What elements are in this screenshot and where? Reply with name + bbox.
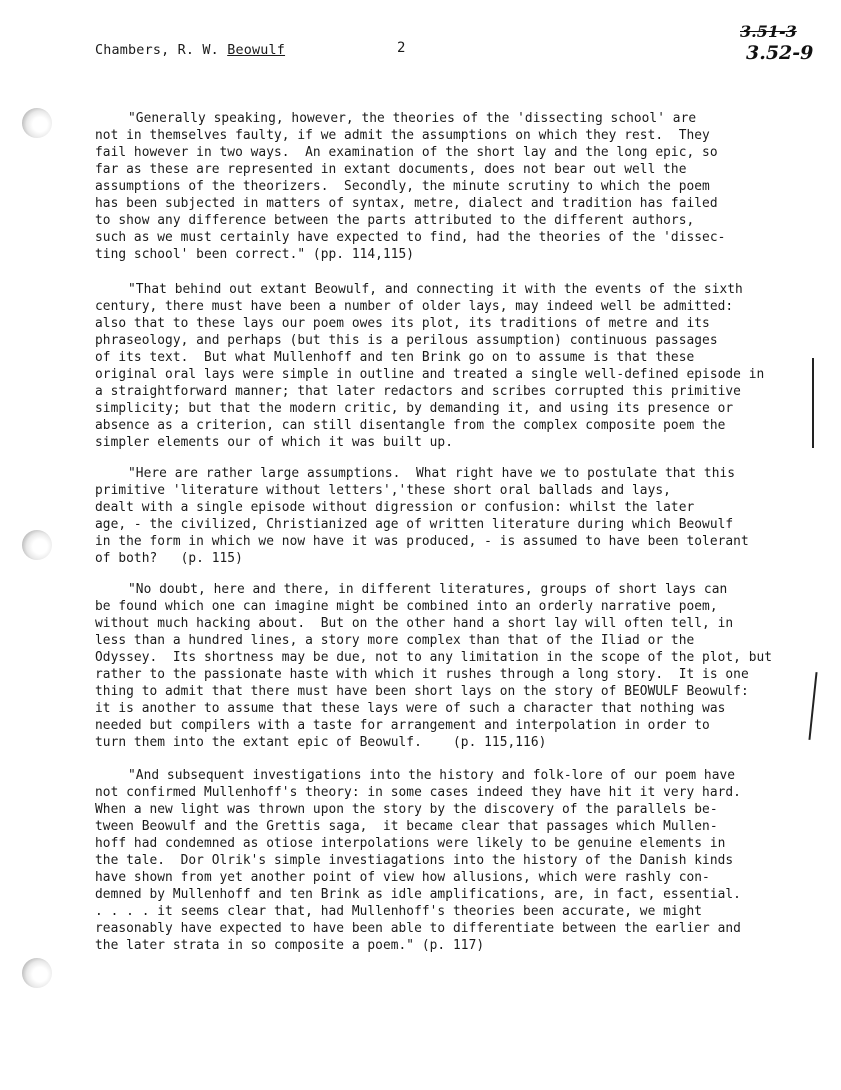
text-line: of both? (p. 115) bbox=[95, 551, 243, 566]
quote-paragraph bbox=[95, 110, 725, 263]
text-line: far as these are represented in extant documents, does not bear out well the bbox=[95, 162, 687, 177]
text-line: primitive 'literature without letters','these short oral ballads and lays, bbox=[95, 483, 671, 498]
text-line: also that to these lays our poem owes its plot, its traditions of metre and its bbox=[95, 316, 710, 331]
text-line: less than a hundred lines, a story more complex than that of the Iliad or the bbox=[95, 633, 695, 648]
text-line: fail however in two ways. An examination of the short lay and the long epic, so bbox=[95, 145, 718, 160]
text-line: . . . . it seems clear that, had Mullenhoff's theories been accurate, we might bbox=[95, 904, 703, 919]
text-line: to show any difference between the parts attributed to the different authors, bbox=[95, 213, 695, 228]
text-line: the later strata in so composite a poem." (p. 117) bbox=[95, 938, 485, 953]
text-line: a straightforward manner; that later redactors and scribes corrupted this primitive bbox=[95, 384, 741, 399]
text-line: absence as a criterion, can still disentangle from the complex composite poem the bbox=[95, 418, 726, 433]
margin-line bbox=[812, 358, 814, 448]
text-line: not in themselves faulty, if we admit the assumptions on which they rest. They bbox=[95, 128, 710, 143]
quote-paragraph bbox=[95, 281, 764, 451]
text-line: "Here are rather large assumptions. What right have we to postulate that this bbox=[128, 466, 736, 481]
text-line: ting school' been correct." (pp. 114,115) bbox=[95, 247, 415, 262]
text-line: not confirmed Mullenhoff's theory: in some cases indeed they have hit it very hard. bbox=[95, 785, 741, 800]
punch-hole bbox=[22, 958, 52, 988]
text-line: in the form in which we now have it was produced, - is assumed to have been tolerant bbox=[95, 534, 749, 549]
text-line: have shown from yet another point of view how allusions, which were rashly con- bbox=[95, 870, 710, 885]
text-line: "That behind out extant Beowulf, and connecting it with the events of the sixth bbox=[128, 282, 743, 297]
handwritten-annotation bbox=[738, 22, 828, 72]
text-line: rather to the passionate haste with which it rushes through a long story. It is one bbox=[95, 667, 749, 682]
margin-line bbox=[808, 672, 817, 740]
text-line: Odyssey. Its shortness may be due, not to any limitation in the scope of the plot, but bbox=[95, 650, 773, 665]
text-line: century, there must have been a number of older lays, may indeed well be admitted: bbox=[95, 299, 734, 314]
text-line: hoff had condemned as otiose interpolations were likely to be genuine elements in bbox=[95, 836, 726, 851]
text-line: "No doubt, here and there, in different literatures, groups of short lays can bbox=[128, 582, 728, 597]
text-line: of its text. But what Mullenhoff and ten Brink go on to assume is that these bbox=[95, 350, 695, 365]
text-line: without much hacking about. But on the other hand a short lay will often tell, in bbox=[95, 616, 734, 631]
quote-paragraph bbox=[95, 465, 749, 567]
text-line: thing to admit that there must have been short lays on the story of BEOWULF Beowulf: bbox=[95, 684, 749, 699]
catalog-code: 3.52-9 bbox=[746, 42, 814, 64]
header-author: Chambers, R. W. bbox=[95, 43, 219, 58]
quote-paragraph bbox=[95, 767, 741, 954]
page-number: 2 bbox=[397, 40, 406, 56]
text-line: demned by Mullenhoff and ten Brink as idle amplifications, are, in fact, essential. bbox=[95, 887, 741, 902]
punch-hole bbox=[22, 108, 52, 138]
header-title: Beowulf bbox=[227, 43, 286, 58]
text-line: reasonably have expected to have been able to differentiate between the earlier and bbox=[95, 921, 741, 936]
text-line: tween Beowulf and the Grettis saga, it became clear that passages which Mullen- bbox=[95, 819, 718, 834]
text-line: age, - the civilized, Christianized age of written literature during which Beowulf bbox=[95, 517, 734, 532]
text-line: simplicity; but that the modern critic, by demanding it, and using its presence or bbox=[95, 401, 734, 416]
text-line: it is another to assume that these lays were of such a character that nothing was bbox=[95, 701, 726, 716]
text-line: dealt with a single episode without digression or confusion: whilst the later bbox=[95, 500, 695, 515]
text-line: needed but compilers with a taste for arrangement and interpolation in order to bbox=[95, 718, 710, 733]
text-line: "Generally speaking, however, the theories of the 'dissecting school' are bbox=[128, 111, 697, 126]
text-line: original oral lays were simple in outline and treated a single well-defined episode in bbox=[95, 367, 765, 382]
text-line: When a new light was thrown upon the story by the discovery of the parallels be- bbox=[95, 802, 718, 817]
text-line: assumptions of the theorizers. Secondly, the minute scrutiny to which the poem bbox=[95, 179, 710, 194]
text-line: "And subsequent investigations into the history and folk-lore of our poem have bbox=[128, 768, 736, 783]
text-line: the tale. Dor Olrik's simple investiagations into the history of the Danish kinds bbox=[95, 853, 734, 868]
text-line: turn them into the extant epic of Beowulf. (p. 115,116) bbox=[95, 735, 547, 750]
text-line: simpler elements our of which it was built up. bbox=[95, 435, 453, 450]
text-line: phraseology, and perhaps (but this is a perilous assumption) continuous passages bbox=[95, 333, 718, 348]
crossed-out-code: 3.51-3 bbox=[740, 22, 797, 41]
punch-hole bbox=[22, 530, 52, 560]
text-line: such as we must certainly have expected to find, had the theories of the 'dissec- bbox=[95, 230, 726, 245]
text-line: be found which one can imagine might be combined into an orderly narrative poem, bbox=[95, 599, 718, 614]
running-header bbox=[95, 43, 285, 58]
text-line: has been subjected in matters of syntax, metre, dialect and tradition has failed bbox=[95, 196, 718, 211]
quote-paragraph bbox=[95, 581, 772, 751]
